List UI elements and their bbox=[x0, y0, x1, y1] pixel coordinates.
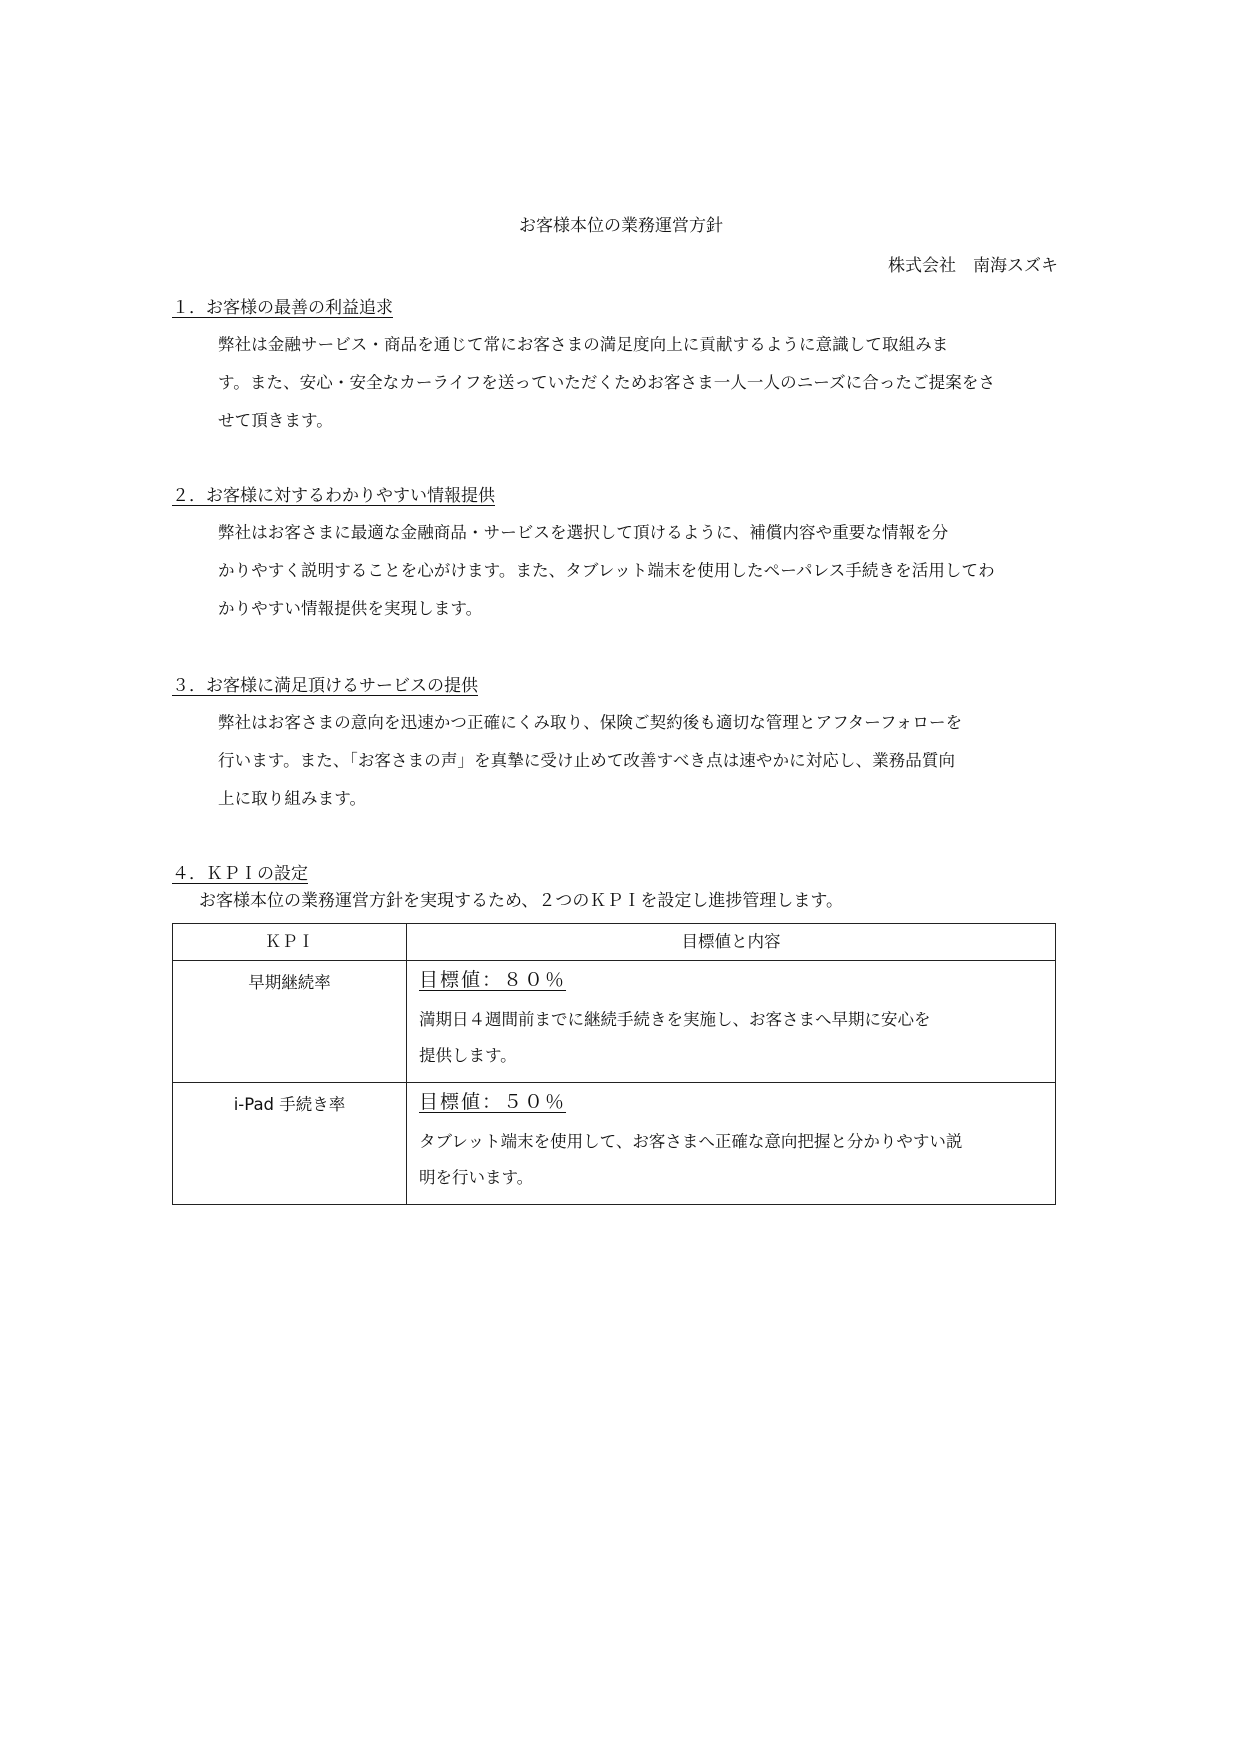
kpi-description-line: 満期日４週間前までに継続手続きを実施し、お客さまへ早期に安心を bbox=[419, 1010, 931, 1029]
kpi-table-row bbox=[173, 961, 1056, 1083]
kpi-name: i-Pad 手続き率 bbox=[173, 1083, 407, 1205]
kpi-intro: お客様本位の業務運営方針を実現するため、２つのＫＰＩを設定し進捗管理します。 bbox=[199, 891, 843, 911]
document-title: お客様本位の業務運営方針 bbox=[519, 216, 723, 236]
company-name: 株式会社 南海スズキ bbox=[888, 256, 1058, 276]
kpi-target-value: 目標値：８０％ bbox=[419, 969, 567, 991]
section-body-line: 弊社は金融サービス・商品を通じて常にお客さまの満足度向上に貢献するように意識して取組みま bbox=[218, 335, 949, 354]
kpi-column-header: ＫＰＩ bbox=[173, 924, 407, 961]
section-body-line: 弊社はお客さまに最適な金融商品・サービスを選択して頂けるように、補償内容や重要な情報を分 bbox=[218, 523, 949, 542]
section-body-line: 行います。また、「お客さまの声」を真摯に受け止めて改善すべき点は速やかに対応し、業務品質向 bbox=[218, 751, 956, 770]
section-body-line: 上に取り組みます。 bbox=[218, 789, 367, 808]
kpi-table-row bbox=[173, 1083, 1056, 1205]
kpi-description-line: 明を行います。 bbox=[419, 1168, 534, 1187]
section-body-line: せて頂きます。 bbox=[218, 411, 333, 430]
kpi-name: 早期継続率 bbox=[173, 961, 407, 1083]
section-heading: １．お客様の最善の利益追求 bbox=[172, 298, 393, 318]
kpi-description-line: 提供します。 bbox=[419, 1046, 517, 1065]
kpi-content bbox=[407, 961, 1056, 1083]
kpi-content bbox=[407, 1083, 1056, 1205]
section-body-line: かりやすい情報提供を実現します。 bbox=[218, 599, 483, 618]
section-heading: ２．お客様に対するわかりやすい情報提供 bbox=[172, 486, 495, 506]
section-body-line: す。また、安心・安全なカーライフを送っていただくためお客さま一人一人のニーズに合ったご提案をさ bbox=[218, 373, 996, 392]
kpi-description-line: タブレット端末を使用して、お客さまへ正確な意向把握と分かりやすい説 bbox=[419, 1132, 963, 1151]
kpi-table bbox=[172, 923, 1056, 1205]
kpi-table-header-row bbox=[173, 924, 1056, 961]
kpi-section-heading: ４．ＫＰＩの設定 bbox=[172, 864, 308, 884]
section-heading: ３．お客様に満足頂けるサービスの提供 bbox=[172, 676, 478, 696]
target-column-header: 目標値と内容 bbox=[407, 924, 1056, 961]
section-body-line: かりやすく説明することを心がけます。また、タブレット端末を使用したペーパレス手続きを活用してわ bbox=[218, 561, 995, 580]
section-body-line: 弊社はお客さまの意向を迅速かつ正確にくみ取り、保険ご契約後も適切な管理とアフターフォローを bbox=[218, 713, 963, 732]
kpi-target-value: 目標値：５０％ bbox=[419, 1091, 567, 1113]
